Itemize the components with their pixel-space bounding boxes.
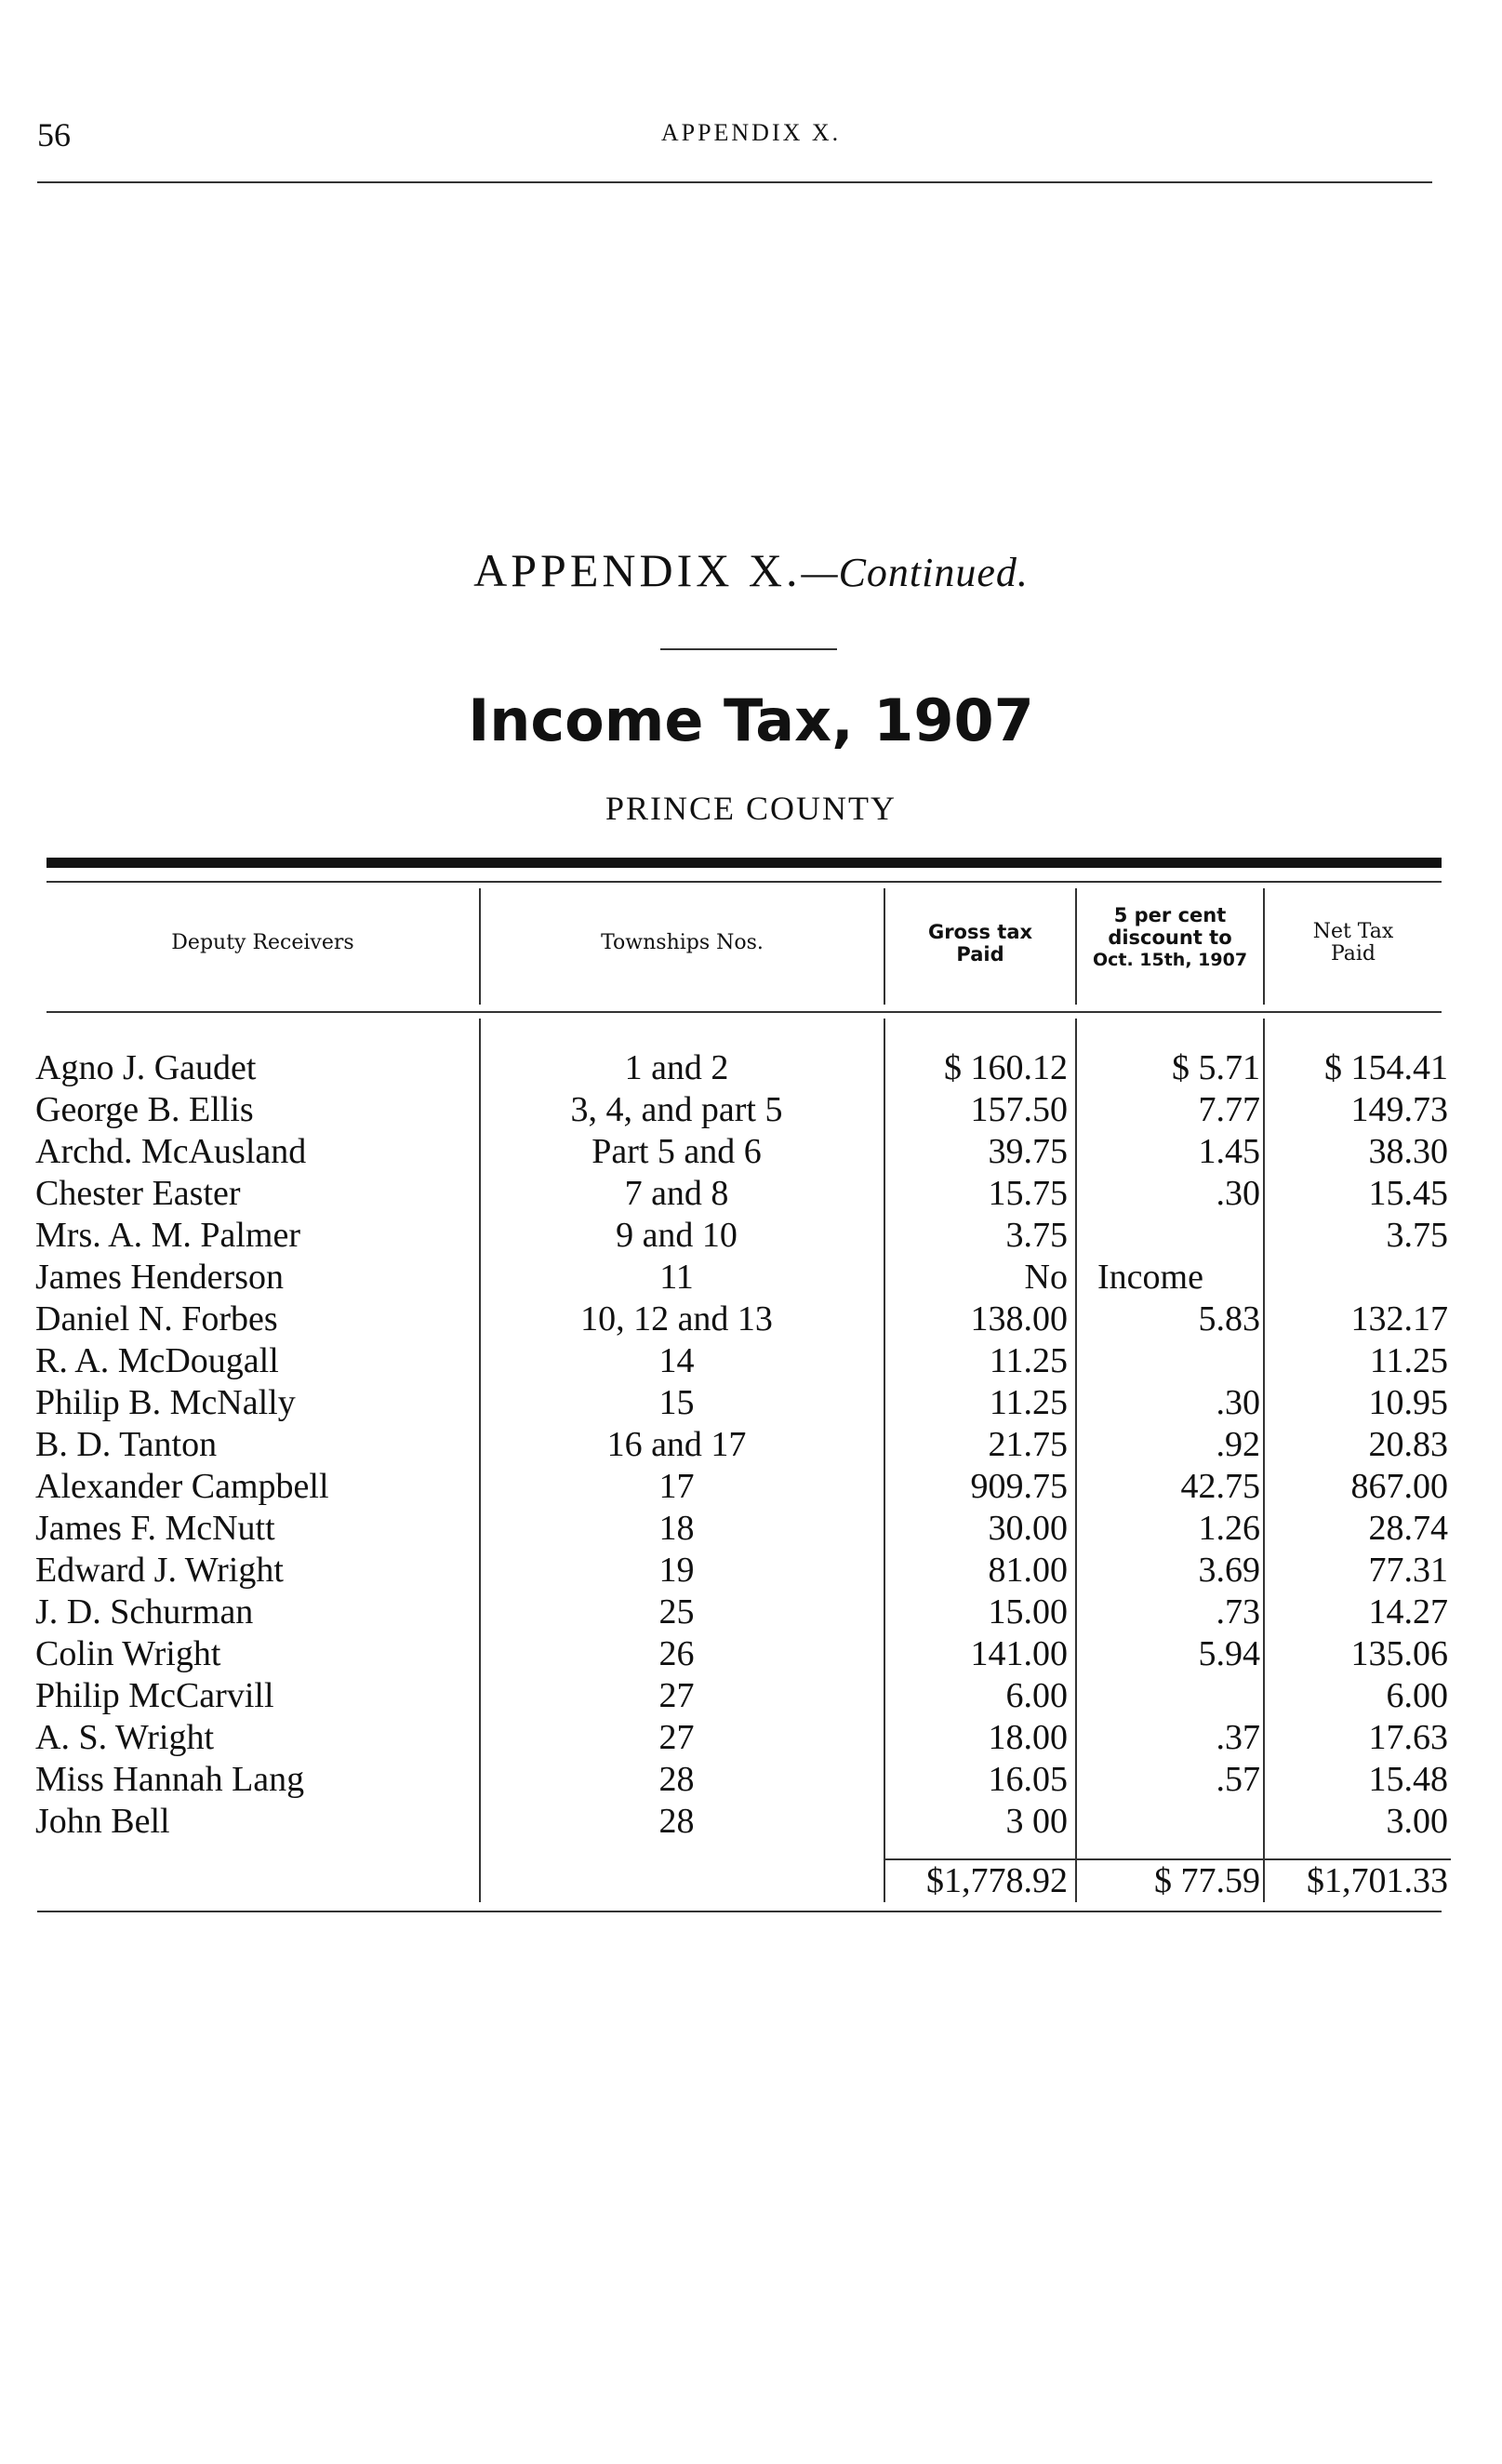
township-nos: 17 <box>658 1467 695 1506</box>
table-row <box>0 1382 1502 1424</box>
gross-tax: 138.00 <box>970 1299 1068 1339</box>
receiver-name: George B. Ellis <box>35 1090 254 1129</box>
header-receivers: Deputy Receivers <box>171 931 354 954</box>
township-nos: 19 <box>658 1551 695 1590</box>
discount: 1.26 <box>1198 1509 1260 1548</box>
net-tax: $ 154.41 <box>1324 1048 1448 1087</box>
township-nos: 14 <box>658 1341 695 1380</box>
table-row <box>0 1340 1502 1382</box>
discount: 5.94 <box>1198 1634 1260 1673</box>
header-net-line1: Net Tax <box>1312 920 1394 943</box>
running-head: APPENDIX X. <box>660 119 842 146</box>
table-row <box>0 1424 1502 1466</box>
header-discount-line1: 5 per cent <box>1113 904 1227 926</box>
gross-tax: 11.25 <box>989 1383 1068 1422</box>
township-nos: 27 <box>658 1718 695 1757</box>
receiver-name: Philip McCarvill <box>35 1676 274 1715</box>
table-row <box>0 1675 1502 1717</box>
table-row <box>0 1131 1502 1173</box>
gross-tax: 11.25 <box>989 1341 1068 1380</box>
net-tax: 867.00 <box>1350 1467 1448 1506</box>
gross-tax: 3.75 <box>1005 1216 1068 1255</box>
table-row <box>0 1257 1502 1299</box>
gross-tax: No <box>1024 1258 1068 1297</box>
township-nos: 1 and 2 <box>624 1048 729 1087</box>
table-row <box>0 1299 1502 1340</box>
table-row <box>0 1550 1502 1592</box>
footer-rule <box>37 1911 1442 1912</box>
top-rule <box>37 181 1432 183</box>
total-net: $1,701.33 <box>1307 1861 1448 1900</box>
discount: .30 <box>1216 1383 1260 1422</box>
net-tax: 28.74 <box>1368 1509 1448 1548</box>
table-row <box>0 1592 1502 1633</box>
township-nos: 26 <box>658 1634 695 1673</box>
receiver-name: Philip B. McNally <box>35 1383 296 1422</box>
header-townships: Townships Nos. <box>601 931 764 954</box>
header-rule-top <box>47 881 1442 883</box>
township-nos: 27 <box>658 1676 695 1715</box>
net-tax: 15.45 <box>1368 1174 1448 1213</box>
township-nos: 7 and 8 <box>624 1174 729 1213</box>
table-row <box>0 1089 1502 1131</box>
receiver-name: Archd. McAusland <box>35 1132 307 1171</box>
township-nos: 15 <box>658 1383 695 1422</box>
header-discount-line2: discount to <box>1108 926 1232 949</box>
township-nos: 11 <box>659 1258 694 1297</box>
net-tax: 149.73 <box>1350 1090 1448 1129</box>
receiver-name: Chester Easter <box>35 1174 241 1213</box>
receiver-name: J. D. Schurman <box>35 1592 254 1632</box>
gross-tax: 16.05 <box>988 1760 1068 1799</box>
gross-tax: 18.00 <box>988 1718 1068 1757</box>
gross-tax: 3 00 <box>1005 1802 1068 1841</box>
table-row <box>0 1047 1502 1089</box>
net-tax: 77.31 <box>1368 1551 1448 1590</box>
discount: .57 <box>1216 1760 1260 1799</box>
table-row <box>0 1466 1502 1508</box>
receiver-name: James F. McNutt <box>35 1509 275 1548</box>
table-row <box>0 1717 1502 1759</box>
net-tax: 6.00 <box>1386 1676 1448 1715</box>
page-number: 56 <box>37 116 71 153</box>
receiver-name: Mrs. A. M. Palmer <box>35 1216 300 1255</box>
receiver-name: James Henderson <box>35 1258 284 1297</box>
gross-tax: 15.00 <box>988 1592 1068 1632</box>
township-nos: 28 <box>658 1802 695 1841</box>
gross-tax: 6.00 <box>1005 1676 1068 1715</box>
table-row <box>0 1173 1502 1215</box>
header-rule-bottom <box>47 1011 1442 1013</box>
header-gross-line2: Paid <box>956 943 1004 966</box>
discount: .37 <box>1216 1718 1260 1757</box>
township-nos: 28 <box>658 1760 695 1799</box>
township-nos: 9 and 10 <box>616 1216 738 1255</box>
receiver-name: Alexander Campbell <box>35 1467 329 1506</box>
net-tax: 17.63 <box>1368 1718 1448 1757</box>
header-discount-line3: Oct. 15th, 1907 <box>1092 950 1248 970</box>
discount: $ 5.71 <box>1172 1048 1260 1087</box>
net-tax: 38.30 <box>1368 1132 1448 1171</box>
township-nos: 16 and 17 <box>606 1425 747 1464</box>
header-gross-line1: Gross tax <box>927 921 1033 943</box>
net-tax: 132.17 <box>1350 1299 1448 1339</box>
gross-tax: 81.00 <box>988 1551 1068 1590</box>
net-tax: 15.48 <box>1368 1760 1448 1799</box>
appendix-label: APPENDIX X. <box>473 544 802 596</box>
discount: .73 <box>1216 1592 1260 1632</box>
gross-tax: 157.50 <box>970 1090 1068 1129</box>
receiver-name: Colin Wright <box>35 1634 221 1673</box>
appendix-title <box>0 543 1502 597</box>
table-row <box>0 1801 1502 1843</box>
discount: .92 <box>1216 1425 1260 1464</box>
gross-tax: 21.75 <box>988 1425 1068 1464</box>
discount: 7.77 <box>1198 1090 1260 1129</box>
receiver-name: Miss Hannah Lang <box>35 1760 305 1799</box>
county-subtitle: PRINCE COUNTY <box>605 790 897 827</box>
discount: Income <box>1097 1258 1203 1297</box>
table-row <box>0 1633 1502 1675</box>
receiver-name: John Bell <box>35 1802 170 1841</box>
gross-tax: 39.75 <box>988 1132 1068 1171</box>
header-discount <box>1077 904 1263 971</box>
township-nos: 3, 4, and part 5 <box>570 1090 783 1129</box>
table-title: Income Tax, 1907 <box>468 686 1034 754</box>
gross-tax: 141.00 <box>970 1634 1068 1673</box>
net-tax: 3.75 <box>1386 1216 1448 1255</box>
continued-label: —Continued. <box>801 550 1029 595</box>
receiver-name: A. S. Wright <box>35 1718 215 1757</box>
township-nos: 18 <box>658 1509 695 1548</box>
gross-tax: 909.75 <box>970 1467 1068 1506</box>
township-nos: 25 <box>658 1592 695 1632</box>
gross-tax: 15.75 <box>988 1174 1068 1213</box>
header-net-line2: Paid <box>1330 942 1376 966</box>
receiver-name: R. A. McDougall <box>35 1341 279 1380</box>
header-gross <box>885 921 1075 966</box>
thick-rule <box>47 858 1442 868</box>
short-rule <box>660 648 837 650</box>
net-tax: 3.00 <box>1386 1802 1448 1841</box>
receiver-name: B. D. Tanton <box>35 1425 218 1464</box>
net-tax: 14.27 <box>1368 1592 1448 1632</box>
discount: 1.45 <box>1198 1132 1260 1171</box>
gross-tax: 30.00 <box>988 1509 1068 1548</box>
township-nos: Part 5 and 6 <box>591 1132 762 1171</box>
net-tax: 10.95 <box>1368 1383 1448 1422</box>
gross-tax: $ 160.12 <box>944 1048 1068 1087</box>
totals-row <box>0 1860 1502 1902</box>
discount: 3.69 <box>1198 1551 1260 1590</box>
township-nos: 10, 12 and 13 <box>580 1299 773 1339</box>
table-row <box>0 1759 1502 1801</box>
table-row <box>0 1215 1502 1257</box>
discount: 5.83 <box>1198 1299 1260 1339</box>
total-discount: $ 77.59 <box>1154 1861 1260 1900</box>
receiver-name: Daniel N. Forbes <box>35 1299 278 1339</box>
header-net <box>1265 921 1442 966</box>
net-tax: 11.25 <box>1369 1341 1448 1380</box>
total-gross: $1,778.92 <box>926 1861 1068 1900</box>
discount: 42.75 <box>1180 1467 1260 1506</box>
net-tax: 135.06 <box>1350 1634 1448 1673</box>
receiver-name: Agno J. Gaudet <box>35 1048 257 1087</box>
receiver-name: Edward J. Wright <box>35 1551 284 1590</box>
table-row <box>0 1508 1502 1550</box>
net-tax: 20.83 <box>1368 1425 1448 1464</box>
discount: .30 <box>1216 1174 1260 1213</box>
